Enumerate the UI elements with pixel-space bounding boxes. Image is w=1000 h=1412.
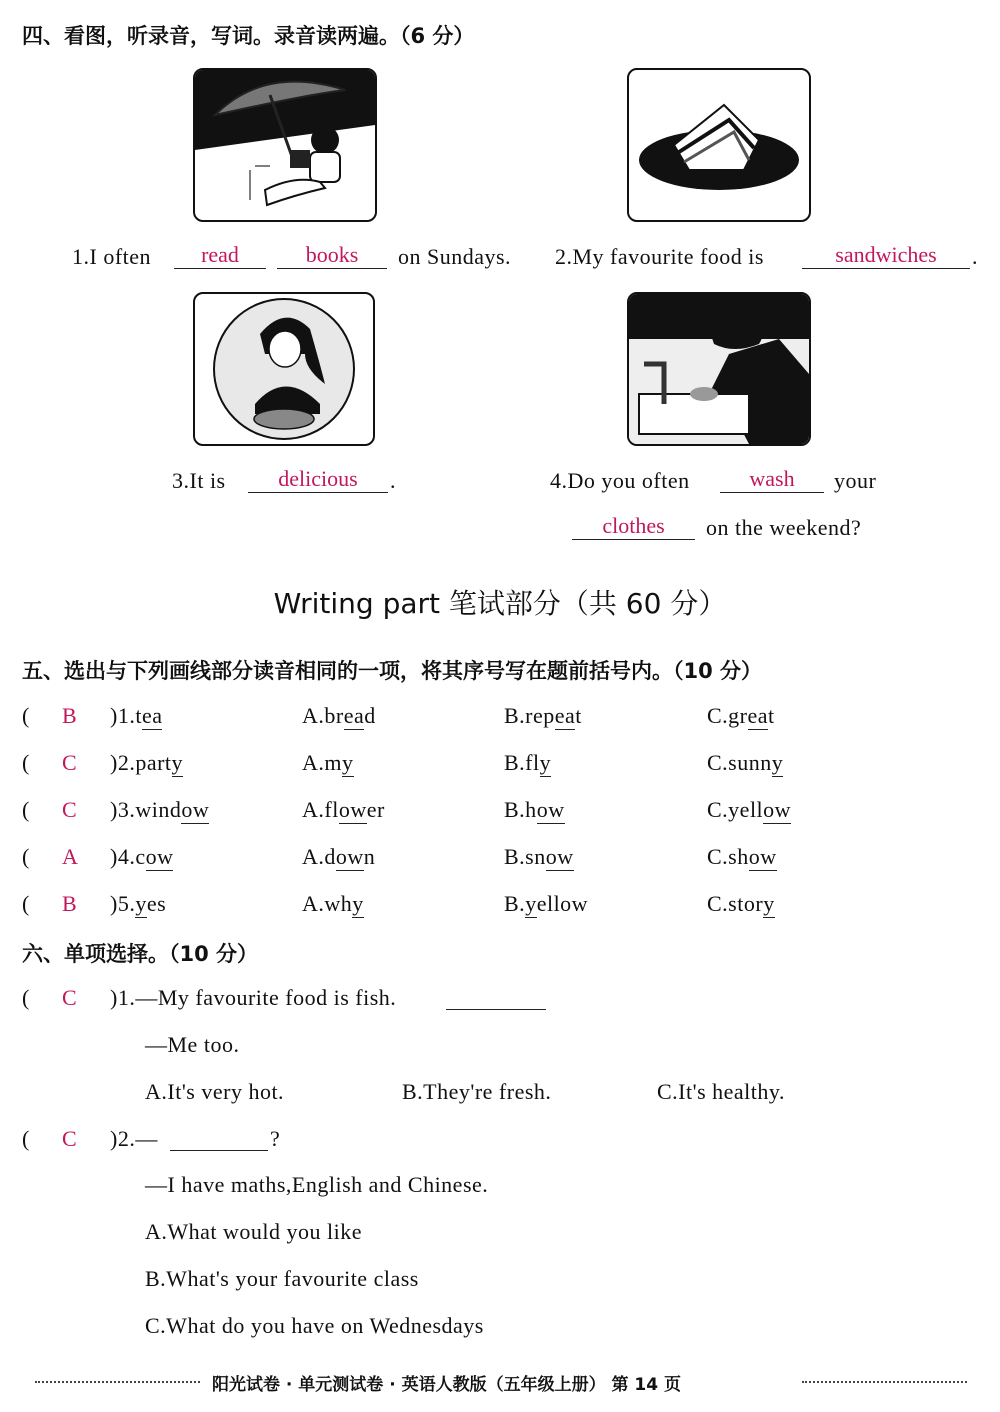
- part5-row-option-c: [707, 891, 775, 917]
- underlined-letters: y: [171, 750, 184, 775]
- footer-text: 阳光试卷 · 单元测试卷 · 英语人教版（五年级上册） 第 14 页: [212, 1375, 682, 1395]
- part5-row-option-a: [302, 703, 376, 729]
- underlined-letters: y: [135, 891, 147, 916]
- part5-row-option-a: [302, 891, 364, 917]
- word-part: )4.c: [110, 844, 146, 869]
- word-part: )1.t: [110, 703, 142, 728]
- part6-q1-option-a: A.It's very hot.: [145, 1079, 285, 1104]
- part6-q2-option-b: B.What's your favourite class: [145, 1266, 419, 1291]
- underlined-letters: y: [771, 750, 784, 775]
- underlined-letters: ea: [141, 703, 163, 728]
- word-part: C.sh: [707, 844, 749, 869]
- part5-row-option-b: [504, 844, 574, 870]
- q4-prefix: 4.Do you often: [550, 468, 690, 493]
- word-part: A.m: [302, 750, 342, 775]
- part5-row-word: [110, 797, 209, 823]
- part5-row-option-a: [302, 750, 354, 776]
- underlined-letters: ea: [343, 703, 365, 728]
- word-part: B.sn: [504, 844, 546, 869]
- q4-middle: your: [834, 468, 877, 493]
- part5-row-answer: C: [62, 750, 77, 775]
- q3-answer: delicious: [248, 466, 388, 493]
- footer-dotted-line-left: [35, 1381, 200, 1383]
- part6-q2-reply: —I have maths,English and Chinese.: [145, 1172, 489, 1197]
- part6-q2-blank: [170, 1126, 268, 1151]
- part5-row-answer: B: [62, 703, 77, 728]
- underlined-letters: y: [342, 750, 354, 775]
- part5-row-word: [110, 844, 173, 870]
- word-part: B.: [504, 891, 526, 916]
- word-part: C.sunn: [707, 750, 772, 775]
- part6-q2-option-c: C.What do you have on Wednesdays: [145, 1313, 484, 1338]
- underlined-letters: y: [525, 891, 537, 916]
- q1-answer-1: read: [174, 242, 266, 269]
- underlined-letters: ow: [748, 844, 777, 869]
- part5-row-option-c: [707, 703, 775, 729]
- q2-prefix: 2.My favourite food is: [555, 244, 764, 269]
- part5-row-answer: B: [62, 891, 77, 916]
- part5-row-open-paren: (: [22, 703, 30, 728]
- underlined-letters: ea: [554, 703, 576, 728]
- word-part: t: [768, 703, 775, 728]
- word-part: er: [366, 797, 385, 822]
- part6-q1-open-paren: (: [22, 985, 30, 1010]
- underlined-letters: ow: [763, 797, 792, 822]
- word-part: t: [575, 703, 582, 728]
- part6-heading: 六、单项选择。（10 分）: [22, 942, 259, 966]
- q3-prefix: 3.It is: [172, 468, 226, 493]
- part5-row-word: [110, 891, 166, 917]
- word-part: A.fl: [302, 797, 339, 822]
- picture-washing-clothes: [627, 292, 811, 446]
- part5-row-option-b: [504, 703, 582, 729]
- part5-row-option-a: [302, 844, 375, 870]
- part6-q2-stem: )2.—: [110, 1126, 158, 1151]
- underlined-letters: ea: [747, 703, 769, 728]
- picture-reading-books: [193, 68, 377, 222]
- part5-row-open-paren: (: [22, 797, 30, 822]
- word-part: A.wh: [302, 891, 353, 916]
- underlined-letters: ow: [545, 844, 574, 869]
- underlined-letters: ow: [338, 797, 367, 822]
- word-part: C.stor: [707, 891, 764, 916]
- part6-q1-answer: C: [62, 985, 77, 1010]
- part5-row-answer: A: [62, 844, 78, 869]
- picture-girl-cake: [193, 292, 375, 446]
- part5-row-option-b: [504, 750, 551, 776]
- part6-q2-option-a: A.What would you like: [145, 1219, 363, 1244]
- q4-suffix: on the weekend?: [706, 515, 862, 540]
- part6-q1-option-b: B.They're fresh.: [402, 1079, 552, 1104]
- part5-row-word: [110, 703, 162, 729]
- part5-row-word: [110, 750, 183, 776]
- word-part: n: [363, 844, 376, 869]
- part5-row-option-b: [504, 797, 565, 823]
- word-part: B.h: [504, 797, 537, 822]
- q4-answer-2: clothes: [572, 513, 695, 540]
- part6-q2-open-paren: (: [22, 1126, 30, 1151]
- word-part: d: [364, 703, 376, 728]
- part5-row-open-paren: (: [22, 844, 30, 869]
- underlined-letters: ow: [181, 797, 210, 822]
- footer-dotted-line-right: [802, 1381, 967, 1383]
- picture-sandwich: [627, 68, 811, 222]
- word-part: C.yell: [707, 797, 764, 822]
- word-part: B.rep: [504, 703, 555, 728]
- word-part: ellow: [536, 891, 589, 916]
- underlined-letters: y: [539, 750, 552, 775]
- q1-answer-2: books: [277, 242, 387, 269]
- underlined-letters: y: [352, 891, 364, 916]
- part6-q1-stem: )1.—My favourite food is fish.: [110, 985, 397, 1010]
- word-part: A.br: [302, 703, 344, 728]
- q3-suffix: .: [390, 468, 396, 493]
- q2-answer: sandwiches: [802, 242, 970, 269]
- part5-row-option-c: [707, 844, 777, 870]
- underlined-letters: ow: [536, 797, 565, 822]
- q2-suffix: .: [972, 244, 978, 269]
- q1-suffix: on Sundays.: [398, 244, 512, 269]
- part5-row-open-paren: (: [22, 891, 30, 916]
- word-part: )5.: [110, 891, 136, 916]
- part5-row-answer: C: [62, 797, 77, 822]
- q4-answer-1: wash: [720, 466, 824, 493]
- part5-row-option-b: [504, 891, 588, 917]
- part5-heading: 五、选出与下列画线部分读音相同的一项，将其序号写在题前括号内。（10 分）: [22, 659, 763, 683]
- part5-row-option-c: [707, 797, 791, 823]
- underlined-letters: ow: [335, 844, 364, 869]
- part6-q2-stem-end: ?: [270, 1126, 281, 1151]
- word-part: B.fl: [504, 750, 540, 775]
- part6-q2-answer: C: [62, 1126, 77, 1151]
- writing-part-title: Writing part 笔试部分（共 60 分）: [273, 587, 727, 620]
- word-part: )2.part: [110, 750, 172, 775]
- word-part: C.gr: [707, 703, 748, 728]
- part5-row-option-c: [707, 750, 783, 776]
- underlined-letters: y: [763, 891, 775, 916]
- part5-row-open-paren: (: [22, 750, 30, 775]
- word-part: )3.wind: [110, 797, 182, 822]
- word-part: A.d: [302, 844, 336, 869]
- part4-heading: 四、看图，听录音，写词。录音读两遍。（6 分）: [22, 24, 475, 48]
- part6-q1-blank: [446, 985, 546, 1010]
- q1-prefix: 1.I often: [72, 244, 152, 269]
- underlined-letters: ow: [145, 844, 174, 869]
- part6-q1-reply: —Me too.: [145, 1032, 240, 1057]
- part6-q1-option-c: C.It's healthy.: [657, 1079, 785, 1104]
- word-part: es: [146, 891, 167, 916]
- part5-row-option-a: [302, 797, 385, 823]
